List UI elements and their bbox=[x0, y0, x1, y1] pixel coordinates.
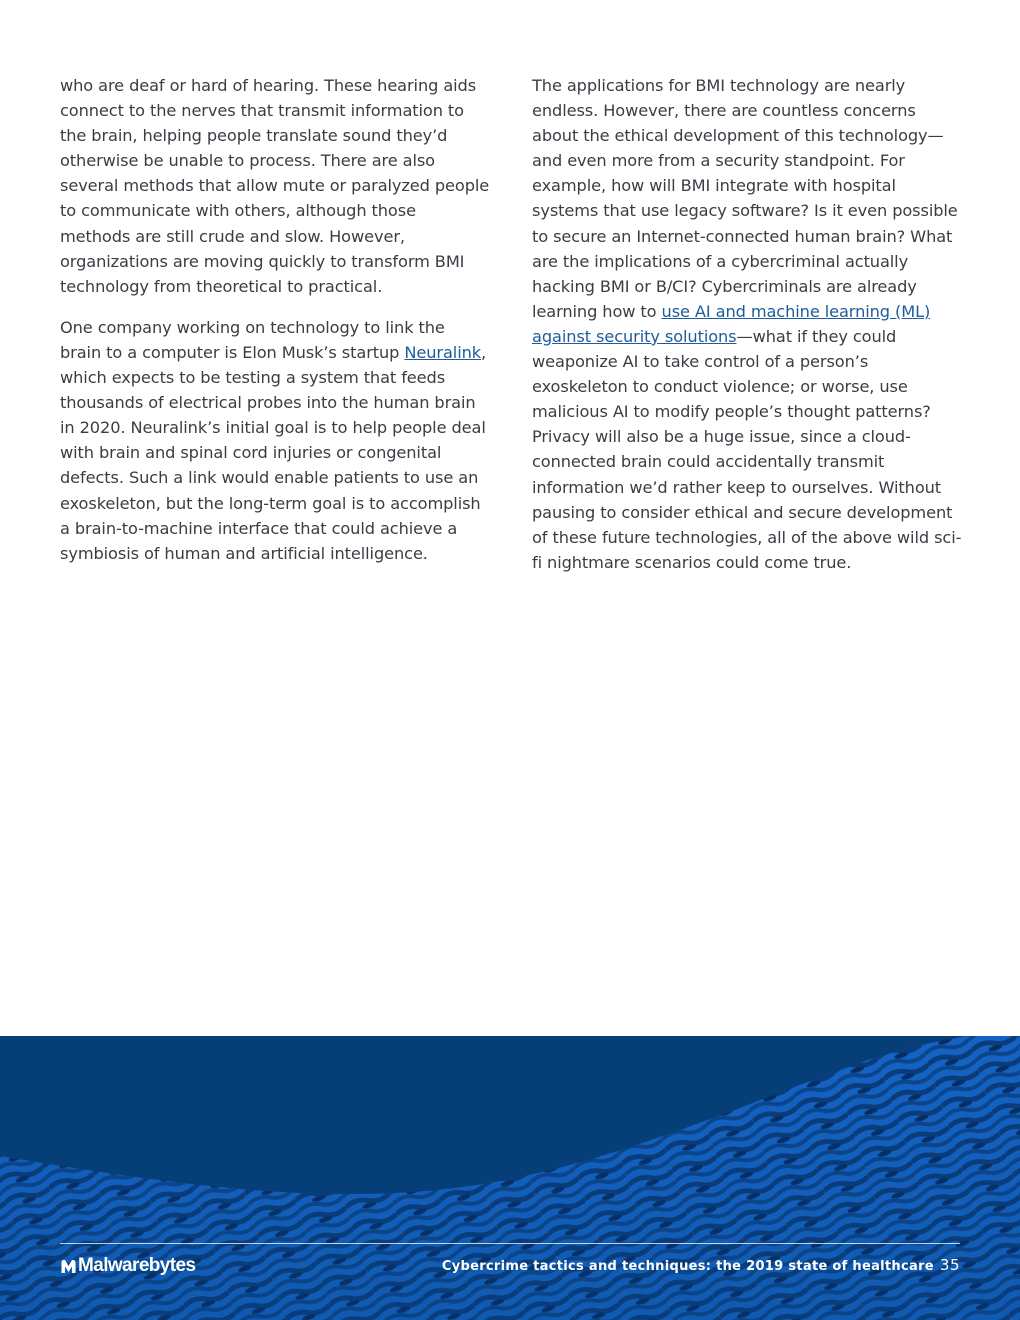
left-column bbox=[60, 73, 490, 582]
right-paragraph-1-text-b: —what if they could weaponize AI to take control of a person’s exoskeleton to conduct violence; or worse, use malicious AI to modify people’s thought patterns? Privacy will also be a huge issue, since a cloud-connected brain could accidentally transmit information we’d rather keep to ourselves. Without pausing to consider ethical and secure development of these future technologies, all of the above wild sci-fi nightmare scenarios could come true. bbox=[532, 326, 962, 572]
right-paragraph-1-text-a: The applications for BMI technology are nearly endless. However, there are countless concerns about the ethical development of this technology—and even more from a security standpoint. For example, how will BMI integrate with hospital systems that use legacy software? Is it even possible to secure an Internet-connected human brain? What are the implications of a cybercriminal actually hacking BMI or B/CI? Cybercriminals are already learning how to bbox=[532, 76, 958, 321]
left-paragraph-2 bbox=[60, 315, 490, 566]
ai-ml-security-link[interactable]: use AI and machine learning (ML) against security solutions bbox=[532, 301, 931, 346]
left-paragraph-2-text-b: , which expects to be testing a system that feeds thousands of electrical probes into the human brain in 2020. Neuralink’s initial goal is to help people deal with brain and spinal cord injuries or congenital defects. Such a link would enable patients to use an exoskeleton, but the long-term goal is to accomplish a brain-to-machine interface that could achieve a symbiosis of human and artificial intelligence. bbox=[60, 342, 487, 563]
left-paragraph-1: who are deaf or hard of hearing. These hearing aids connect to the nerves that transmit information to the brain, helping people translate sound they’d otherwise be unable to process. There are also several methods that allow mute or paralyzed people to communicate with others, although those methods are still crude and slow. However, organizations are moving quickly to transform BMI technology from theoretical to practical. bbox=[60, 76, 490, 296]
right-column bbox=[532, 73, 964, 591]
malwarebytes-logo bbox=[60, 1254, 195, 1278]
footer-title bbox=[442, 1256, 960, 1274]
page-number: 35 bbox=[939, 1256, 960, 1274]
footer-divider bbox=[60, 1243, 960, 1244]
malwarebytes-m-icon bbox=[60, 1258, 77, 1275]
neuralink-link[interactable]: Neuralink bbox=[404, 342, 482, 362]
left-paragraph-2-text-a: One company working on technology to link the brain to a computer is Elon Musk’s startup bbox=[60, 317, 445, 362]
logo-wordmark: Malwarebytes bbox=[78, 1255, 196, 1276]
document-title: Cybercrime tactics and techniques: the 2019 state of healthcare bbox=[441, 1259, 934, 1274]
right-paragraph-1 bbox=[532, 73, 964, 575]
